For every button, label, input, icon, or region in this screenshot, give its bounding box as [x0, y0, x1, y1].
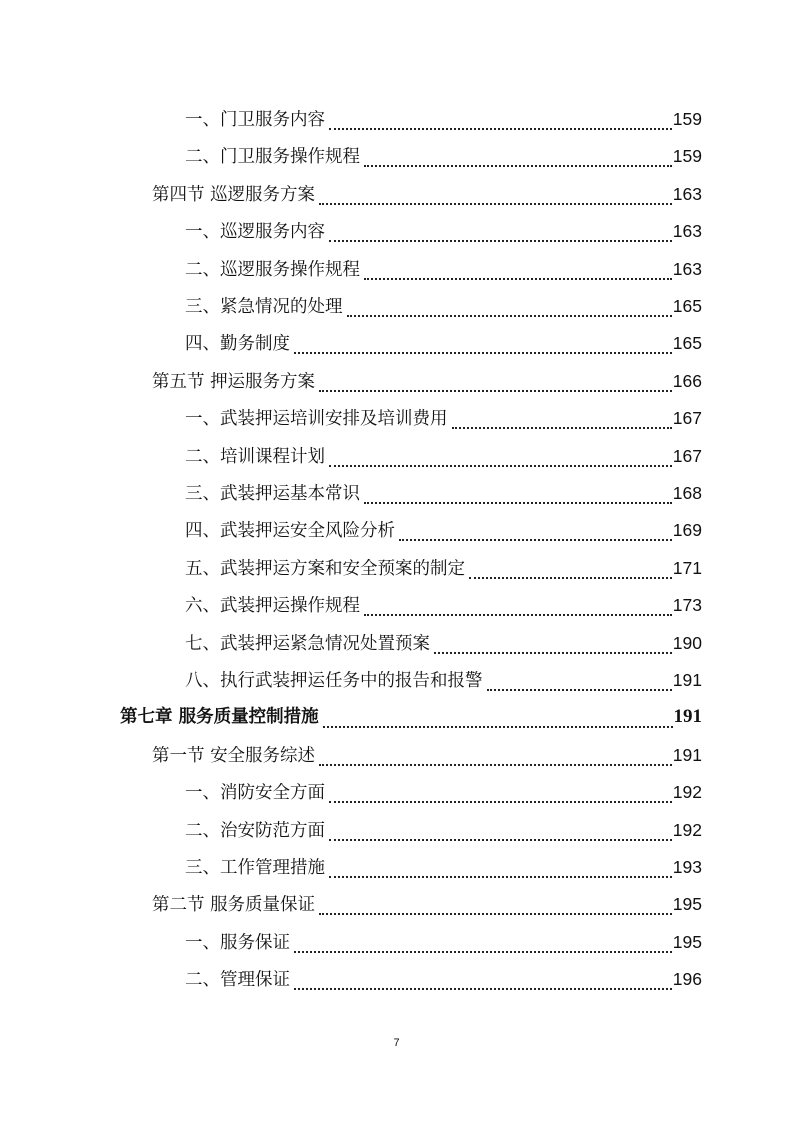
toc-section-entry[interactable] [152, 740, 702, 770]
dot-leader [329, 128, 672, 130]
toc-entry-page: 195 [672, 894, 702, 915]
dot-leader [469, 577, 672, 579]
toc-entry-page: 195 [672, 931, 702, 952]
toc-item-entry[interactable] [185, 328, 702, 358]
dot-leader [329, 240, 672, 242]
dot-leader [319, 913, 672, 915]
toc-entry-title: 五、武装押运方案和安全预案的制定 [185, 558, 465, 579]
toc-item-entry[interactable] [185, 852, 702, 882]
toc-entry-title: 一、消防安全方面 [185, 783, 325, 804]
toc-entry-title: 第四节 巡逻服务方案 [152, 184, 316, 205]
dot-leader [329, 839, 672, 841]
toc-entry-page: 196 [672, 969, 702, 990]
toc-entry-title: 二、巡逻服务操作规程 [185, 259, 360, 280]
toc-item-entry[interactable] [185, 815, 702, 845]
toc-entry-title: 二、培训课程计划 [185, 446, 325, 467]
dot-leader [294, 951, 672, 953]
toc-entry-title: 第五节 押运服务方案 [152, 371, 316, 392]
toc-item-entry[interactable] [185, 515, 702, 545]
toc-item-entry[interactable] [185, 216, 702, 246]
dot-leader [452, 427, 672, 429]
toc-entry-title: 三、武装押运基本常识 [185, 484, 360, 504]
dot-leader [434, 652, 672, 654]
toc-section-entry[interactable] [152, 366, 702, 396]
dot-leader [329, 801, 672, 803]
toc-entry-page: 166 [672, 370, 702, 391]
toc-entry-title: 七、武装押运紧急情况处置预案 [185, 633, 430, 654]
dot-leader [347, 315, 672, 317]
toc-item-entry[interactable] [185, 553, 702, 583]
toc-entry-page: 163 [672, 221, 702, 242]
toc-entry-title: 四、武装押运安全风险分析 [185, 521, 395, 542]
dot-leader [487, 689, 672, 691]
toc-entry-page: 163 [672, 258, 702, 279]
toc-item-entry[interactable] [185, 254, 702, 284]
toc-item-entry[interactable] [185, 403, 702, 433]
toc-entry-page: 190 [672, 632, 702, 653]
dot-leader [364, 614, 672, 616]
toc-entry-page: 193 [672, 857, 702, 877]
toc-item-entry[interactable] [185, 441, 702, 471]
toc-entry-page: 191 [673, 706, 702, 728]
toc-entry-page: 163 [672, 183, 702, 204]
toc-entry-page: 165 [672, 296, 702, 316]
toc-item-entry[interactable] [185, 964, 702, 994]
toc-entry-title: 第七章 服务质量控制措施 [120, 707, 319, 728]
toc-entry-page: 165 [672, 333, 702, 354]
dot-leader [319, 390, 672, 392]
toc-entry-title: 第一节 安全服务综述 [152, 745, 316, 766]
toc-entry-title: 四、勤务制度 [185, 334, 290, 355]
page-number: 7 [393, 1037, 400, 1049]
toc-section-entry[interactable] [152, 179, 702, 209]
dot-leader [319, 203, 672, 205]
toc-item-entry[interactable] [185, 590, 702, 620]
dot-leader [329, 465, 672, 467]
toc-entry-title: 二、管理保证 [185, 970, 290, 991]
dot-leader [294, 352, 672, 354]
toc-entry-title: 一、服务保证 [185, 932, 290, 953]
toc-entry-page: 192 [672, 819, 702, 840]
toc-item-entry[interactable] [185, 291, 702, 321]
toc-entry-page: 191 [672, 744, 702, 765]
toc-entry-title: 一、巡逻服务内容 [185, 222, 325, 243]
toc-entry-title: 二、治安防范方面 [185, 820, 325, 841]
toc-entry-title: 一、门卫服务内容 [185, 110, 325, 130]
toc-item-entry[interactable] [185, 141, 702, 171]
toc-entry-title: 一、武装押运培训安排及培训费用 [185, 409, 448, 430]
toc-item-entry[interactable] [185, 628, 702, 658]
toc-item-entry[interactable] [185, 104, 702, 134]
toc-entry-page: 159 [672, 109, 702, 129]
dot-leader [323, 726, 673, 728]
toc-entry-title: 二、门卫服务操作规程 [185, 147, 360, 168]
dot-leader [364, 278, 672, 280]
toc-chapter-entry[interactable] [120, 702, 702, 732]
toc-entry-title: 三、工作管理措施 [185, 858, 325, 878]
dot-leader [329, 876, 672, 878]
dot-leader [364, 502, 672, 504]
dot-leader [319, 764, 672, 766]
toc-item-entry[interactable] [185, 927, 702, 957]
toc-entry-page: 167 [672, 408, 702, 429]
toc-entry-title: 第二节 服务质量保证 [152, 895, 316, 916]
toc-item-entry[interactable] [185, 665, 702, 695]
toc-entry-page: 167 [672, 445, 702, 466]
toc-entry-title: 八、执行武装押运任务中的报告和报警 [185, 671, 483, 691]
toc-entry-page: 192 [672, 782, 702, 803]
toc-entry-title: 三、紧急情况的处理 [185, 297, 343, 317]
toc-section-entry[interactable] [152, 889, 702, 919]
toc-entry-page: 159 [672, 146, 702, 167]
toc-entry-page: 171 [672, 557, 702, 578]
toc-entry-page: 168 [672, 483, 702, 503]
toc-entry-page: 169 [672, 520, 702, 541]
toc-entry-title: 六、武装押运操作规程 [185, 596, 360, 617]
dot-leader [364, 165, 672, 167]
dot-leader [399, 539, 672, 541]
toc-entry-page: 173 [672, 595, 702, 616]
toc-item-entry[interactable] [185, 777, 702, 807]
toc-item-entry[interactable] [185, 478, 702, 508]
dot-leader [294, 988, 672, 990]
toc-entry-page: 191 [672, 670, 702, 690]
